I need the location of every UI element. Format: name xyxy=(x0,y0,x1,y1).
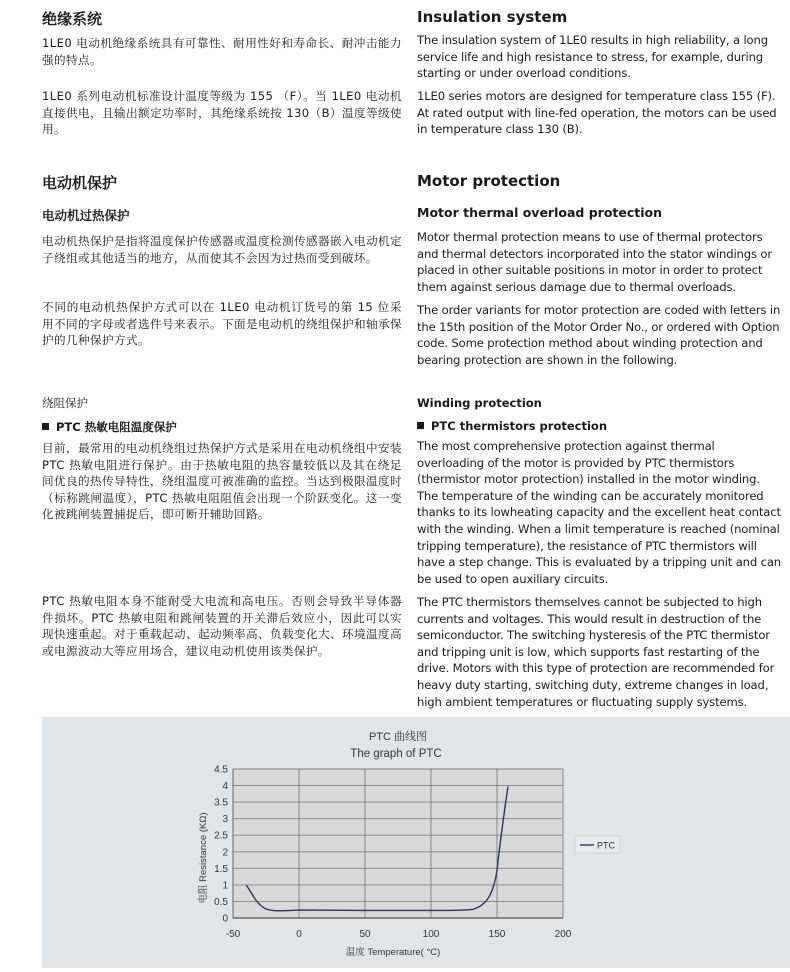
svg-text:3: 3 xyxy=(222,814,228,826)
y-tick-labels xyxy=(214,765,228,925)
svg-text:4.5: 4.5 xyxy=(214,764,228,776)
chart-title-en: The graph of PTC xyxy=(350,748,442,760)
winding-protection-p1-en: The most comprehensive protection against thermal overloading of the motor is provided by PTC thermistors (thermistor motor protection) installed in the motor winding. The temperature of the winding can be accurately monitored thanks to its lowheating capacity and the excellent heat contact with the winding. When a limit temperature is reached (nominal tripping temperature), the resistance of PTC thermistors will have a step change. This is evaluated by a tripping unit and can be used to open auxiliary circuits. xyxy=(417,439,781,586)
insulation-p2-en: 1LE0 series motors are designed for temperature class 155 (F). At rated output with line-fed operation, the motors can be used in temperature class 130 (B). xyxy=(417,89,777,137)
motor-protection-p1-zh: 电动机热保护是指将温度保护传感器或温度检测传感器嵌入电动机定子绕组或其他适当的地方，从而使其不会因为过热而受到破坏。 xyxy=(42,234,402,265)
svg-text:2: 2 xyxy=(222,847,228,859)
y-axis-label: 电阻 Resistance (KΩ) xyxy=(198,812,209,904)
insulation-title-zh: 绝缘系统 xyxy=(42,10,103,28)
winding-protection-p2-en: The PTC thermistors themselves cannot be subjected to high currents and voltages. This would result in destruction of the semiconductor. The switching hysteresis of the PTC thermistor and tripping unit is low, which supports fast restarting of the drive. Motors with this type of protection are recommended for heavy duty starting, switching duty, extreme changes in load, high ambient temperatures or fluctuating supply systems. xyxy=(417,595,775,709)
svg-text:-50: -50 xyxy=(225,929,241,940)
svg-text:100: 100 xyxy=(422,929,440,940)
insulation-p2-zh: 1LE0 系列电动机标准设计温度等级为 155 （F）。当 1LE0 电动机直接供电，且输出额定功率时，其绝缘系统按 130（B）温度等级使用。 xyxy=(42,89,402,137)
x-tick-labels xyxy=(226,929,572,940)
motor-protection-p2-zh: 不同的电动机热保护方式可以在 1LE0 电动机订货号的第 15 位采用不同的字母或者选件号来表示。下面是电动机的绕组保护和轴承保护的几种保护方式。 xyxy=(42,300,402,348)
legend-label: PTC xyxy=(597,840,615,851)
winding-protection-p1-zh: 目前，最常用的电动机绕组过热保护方式是采用在电动机绕组中安装 PTC 热敏电阻进行保护。由于热敏电阻的热容量较低以及其在绕足间优良的热传导特性，绕组温度可被准确的监控。当达到极限温度时（标称跳闸温度），PTC 热敏电阻阻值会出现一个阶跃变化。这一变化被跳闸装置捕捉后，即可断开辅助回路。 xyxy=(42,441,402,522)
bullet-square-icon xyxy=(42,423,49,430)
svg-text:150: 150 xyxy=(488,929,506,940)
svg-text:4: 4 xyxy=(222,781,228,793)
ptc-bullet-zh xyxy=(42,419,177,435)
svg-text:2.5: 2.5 xyxy=(214,830,228,842)
svg-text:3.5: 3.5 xyxy=(214,797,228,809)
winding-protection-title-en: Winding protection xyxy=(417,396,542,410)
winding-protection-p2-zh: PTC 热敏电阻本身不能耐受大电流和高电压。否则会导致半导体器件损坏。PTC 热敏电阻和跳闸装置的开关滞后效应小，因此可以实现快速重起。对于重载起动、起动频率高、负载变化大、环境温度高或电源波动大等应用场合，建议电动机使用该类保护。 xyxy=(42,594,402,658)
chart-title-zh: PTC 曲线图 xyxy=(368,731,428,743)
motor-protection-title-zh: 电动机保护 xyxy=(42,174,118,192)
ptc-bullet-en xyxy=(417,419,607,433)
ptc-bullet-label-zh: PTC 热敏电阻温度保护 xyxy=(56,420,177,434)
svg-text:1.5: 1.5 xyxy=(214,863,228,875)
motor-thermal-subtitle-zh: 电动机过热保护 xyxy=(42,208,130,223)
winding-protection-title-zh: 绕阻保护 xyxy=(42,396,88,410)
svg-text:1: 1 xyxy=(222,880,228,892)
insulation-p1-zh: 1LE0 电动机绝缘系统具有可靠性、耐用性好和寿命长、耐冲击能力强的特点。 xyxy=(42,36,402,67)
insulation-title-en: Insulation system xyxy=(417,8,568,26)
motor-protection-p2-en: The order variants for motor protection are coded with letters in the 15th position of the Motor Order No., or ordered with Option code. Some protection method about winding protection and bearing protection are shown in the following. xyxy=(417,303,781,367)
motor-protection-title-en: Motor protection xyxy=(417,172,561,190)
motor-thermal-subtitle-en: Motor thermal overload protection xyxy=(417,205,663,220)
svg-text:0: 0 xyxy=(222,913,228,925)
x-axis-label: 温度 Temperature( °C) xyxy=(345,947,441,958)
svg-text:0.5: 0.5 xyxy=(214,896,228,908)
svg-text:0: 0 xyxy=(296,929,302,940)
insulation-p1-en: The insulation system of 1LE0 results in high reliability, a long service life and high resistance to stress, for example, during starting or under overload conditions. xyxy=(417,33,768,81)
ptc-bullet-label-en: PTC thermistors protection xyxy=(431,419,608,433)
bullet-square-icon xyxy=(417,422,424,429)
ptc-chart-panel xyxy=(42,717,790,968)
ptc-chart xyxy=(42,717,790,968)
plot-area xyxy=(233,769,563,918)
svg-text:200: 200 xyxy=(554,929,572,940)
motor-protection-p1-en: Motor thermal protection means to use of thermal protectors and thermal detectors incorporated into the stator windings or placed in other suitable positions in motor in order to protect them against serious damage due to thermal overloads. xyxy=(417,230,772,294)
svg-text:50: 50 xyxy=(359,929,371,940)
